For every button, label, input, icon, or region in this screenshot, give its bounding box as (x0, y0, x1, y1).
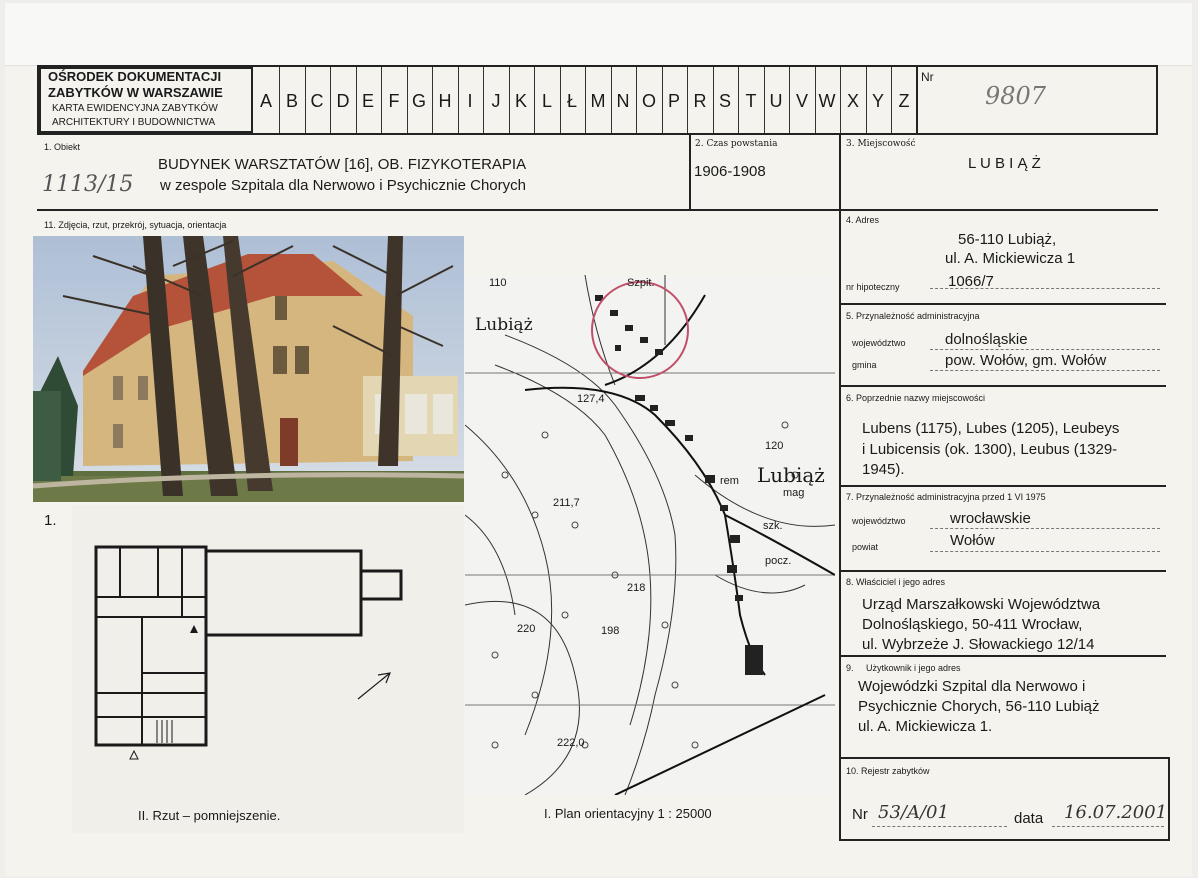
map-198: 198 (601, 625, 620, 637)
letter-index-cell: U (769, 90, 783, 111)
sec7-top (839, 485, 1166, 487)
letter-index-cell: F (388, 90, 400, 111)
rejestr-data-line (1052, 826, 1164, 827)
row1-div1 (689, 135, 691, 211)
rejestr-nr-value: 53/A/01 (878, 802, 949, 823)
letter-index-cell: B (285, 90, 298, 111)
letter-index-cell: Ł (566, 90, 577, 111)
uzytkownik-line3: ul. A. Mickiewicza 1. (858, 718, 993, 735)
letter-index-cell: T (745, 90, 757, 111)
map-szpit: Szpit. (627, 277, 655, 289)
map-220: 220 (517, 623, 536, 635)
letter-index-cell: J (491, 90, 501, 111)
powiat-label: powiat (852, 542, 879, 552)
hipoteczny-label: nr hipoteczny (846, 282, 900, 292)
map-rem: rem (720, 475, 739, 487)
map-120: 120 (765, 440, 784, 452)
map-szk: szk. (763, 520, 783, 532)
floor-plan-area (72, 505, 464, 833)
woj5-value: dolnośląskie (945, 331, 1028, 348)
letter-index-cell: M (590, 90, 606, 111)
map-110: 110 (489, 277, 507, 289)
poprzednie-label: 6. Poprzednie nazwy miejscowości (846, 393, 986, 403)
wlasciciel-line3: ul. Wybrzeże J. Słowackiego 12/14 (862, 636, 1095, 653)
uzytkownik-line1: Wojewódzki Szpital dla Nerwowo i (858, 678, 1086, 695)
czas-value: 1906-1908 (694, 163, 766, 180)
wlasciciel-label: 8. Właściciel i jego adres (846, 577, 946, 587)
adres-line2: ul. A. Mickiewicza 1 (945, 250, 1076, 267)
powiat-value: Wołów (950, 532, 995, 549)
rejestr-data-value: 16.07.2001 (1064, 802, 1168, 823)
gmina-line (930, 370, 1160, 371)
przynaleznosc-label: 5. Przynależność administracyjna (846, 311, 980, 321)
rejestr-nr-line (872, 826, 1007, 827)
letter-index-cell: X (846, 90, 859, 111)
plan-caption: II. Rzut – pomniejszenie. (138, 808, 281, 823)
obiekt-line2: w zespole Szpitala dla Nerwowo i Psychicznie Chorych (160, 177, 526, 194)
institution-line2: ZABYTKÓW W WARSZAWIE (48, 85, 223, 100)
letter-index-cell: W (818, 90, 836, 111)
rejestr-data-label: data (1014, 810, 1044, 827)
uzytkownik-num: 9. (846, 663, 854, 673)
poprzednie-line3: 1945). (862, 461, 905, 478)
letter-index-cell: V (795, 90, 808, 111)
rejestr-nr-label: Nr (852, 806, 868, 823)
obiekt-handwritten: 1113/15 (42, 172, 134, 197)
map-211: 211,7 (553, 497, 580, 509)
institution-line4: ARCHITEKTURY I BUDOWNICTWA (52, 117, 216, 128)
letter-index-cell: P (667, 90, 680, 111)
map-127: 127,4 (577, 393, 605, 405)
sec9-top (839, 655, 1166, 657)
letter-index-cell: N (616, 90, 630, 111)
miejscowosc-value: L U B I Ą Ż (968, 155, 1041, 172)
orientation-map (465, 275, 835, 795)
map-town-big: Lubiąż (757, 463, 825, 487)
letter-index-cell: Y (871, 90, 884, 111)
row1-bottom (37, 209, 1158, 211)
woj7-label: województwo (852, 516, 906, 526)
czas-label: 2. Czas powstania (695, 139, 778, 149)
hipoteczny-value: 1066/7 (948, 273, 994, 290)
adres-line1: 56-110 Lubiąż, (958, 231, 1057, 248)
building-photo (33, 236, 464, 502)
letter-index-cell: K (514, 90, 527, 111)
map-222: 222,0 (557, 737, 585, 749)
map-town-top: Lubiąż (475, 315, 533, 335)
sec6-top (839, 385, 1166, 387)
sec5-top (839, 303, 1166, 305)
photo-number: 1. (44, 512, 57, 529)
map-mag: mag (783, 487, 805, 499)
poprzednie-line2: i Lubicensis (ok. 1300), Leubus (1329- (862, 441, 1118, 458)
przed1975-label: 7. Przynależność administracyjna przed 1 VI 1975 (846, 492, 1046, 502)
poprzednie-line1: Lubens (1175), Lubes (1205), Leubeys (862, 420, 1120, 437)
nr-label: Nr (921, 70, 934, 84)
institution-line3: KARTA EWIDENCYJNA ZABYTKÓW (52, 103, 218, 114)
sec8-top (839, 570, 1166, 572)
rejestr-label: 10. Rejestr zabytków (846, 766, 930, 776)
letter-index-cell: L (541, 90, 552, 111)
uzytkownik-line2: Psychicznie Chorych, 56-110 Lubiąż (858, 698, 1100, 715)
gmina-label: gmina (852, 360, 877, 370)
map-218: 218 (627, 582, 646, 594)
nr-value: 9807 (985, 82, 1047, 110)
institution-line1: OŚRODEK DOKUMENTACJI (48, 69, 222, 84)
top-stripe (5, 3, 1192, 66)
letter-index-cell: H (438, 90, 452, 111)
letter-index-cell: O (641, 90, 656, 111)
letter-index-cell: D (336, 90, 350, 111)
letter-index-cell: Z (898, 90, 910, 111)
nr-divider (916, 65, 918, 135)
powiat-line (930, 551, 1160, 552)
woj7-value: wrocławskie (950, 510, 1031, 527)
zdjecia-label: 11. Zdjęcia, rzut, przekrój, sytuacja, orientacja (44, 220, 227, 230)
letter-index-cell: A (259, 90, 272, 111)
uzytkownik-label: Użytkownik i jego adres (866, 663, 961, 673)
woj7-line (930, 528, 1160, 529)
wlasciciel-line2: Dolnośląskiego, 50-411 Wrocław, (862, 616, 1083, 633)
woj5-line (930, 349, 1160, 350)
map-caption: I. Plan orientacyjny 1 : 25000 (544, 806, 712, 821)
obiekt-line1: BUDYNEK WARSZTATÓW [16], OB. FIZYKOTERAPIA (158, 156, 527, 173)
map-pocz: pocz. (765, 555, 792, 567)
letter-index-cell: I (467, 90, 473, 111)
gmina-value: pow. Wołów, gm. Wołów (945, 352, 1107, 369)
miejscowosc-label: 3. Miejscowość (846, 139, 916, 149)
woj5-label: województwo (852, 338, 906, 348)
letter-index-cell: C (310, 90, 324, 111)
letter-index-cell: R (693, 90, 707, 111)
wlasciciel-line1: Urząd Marszałkowski Województwa (862, 596, 1101, 613)
obiekt-label: 1. Obiekt (44, 142, 81, 152)
letter-index-cell: G (411, 90, 426, 111)
letter-index-cell: S (718, 90, 731, 111)
adres-label: 4. Adres (846, 215, 880, 225)
letter-index-cell: E (361, 90, 374, 111)
